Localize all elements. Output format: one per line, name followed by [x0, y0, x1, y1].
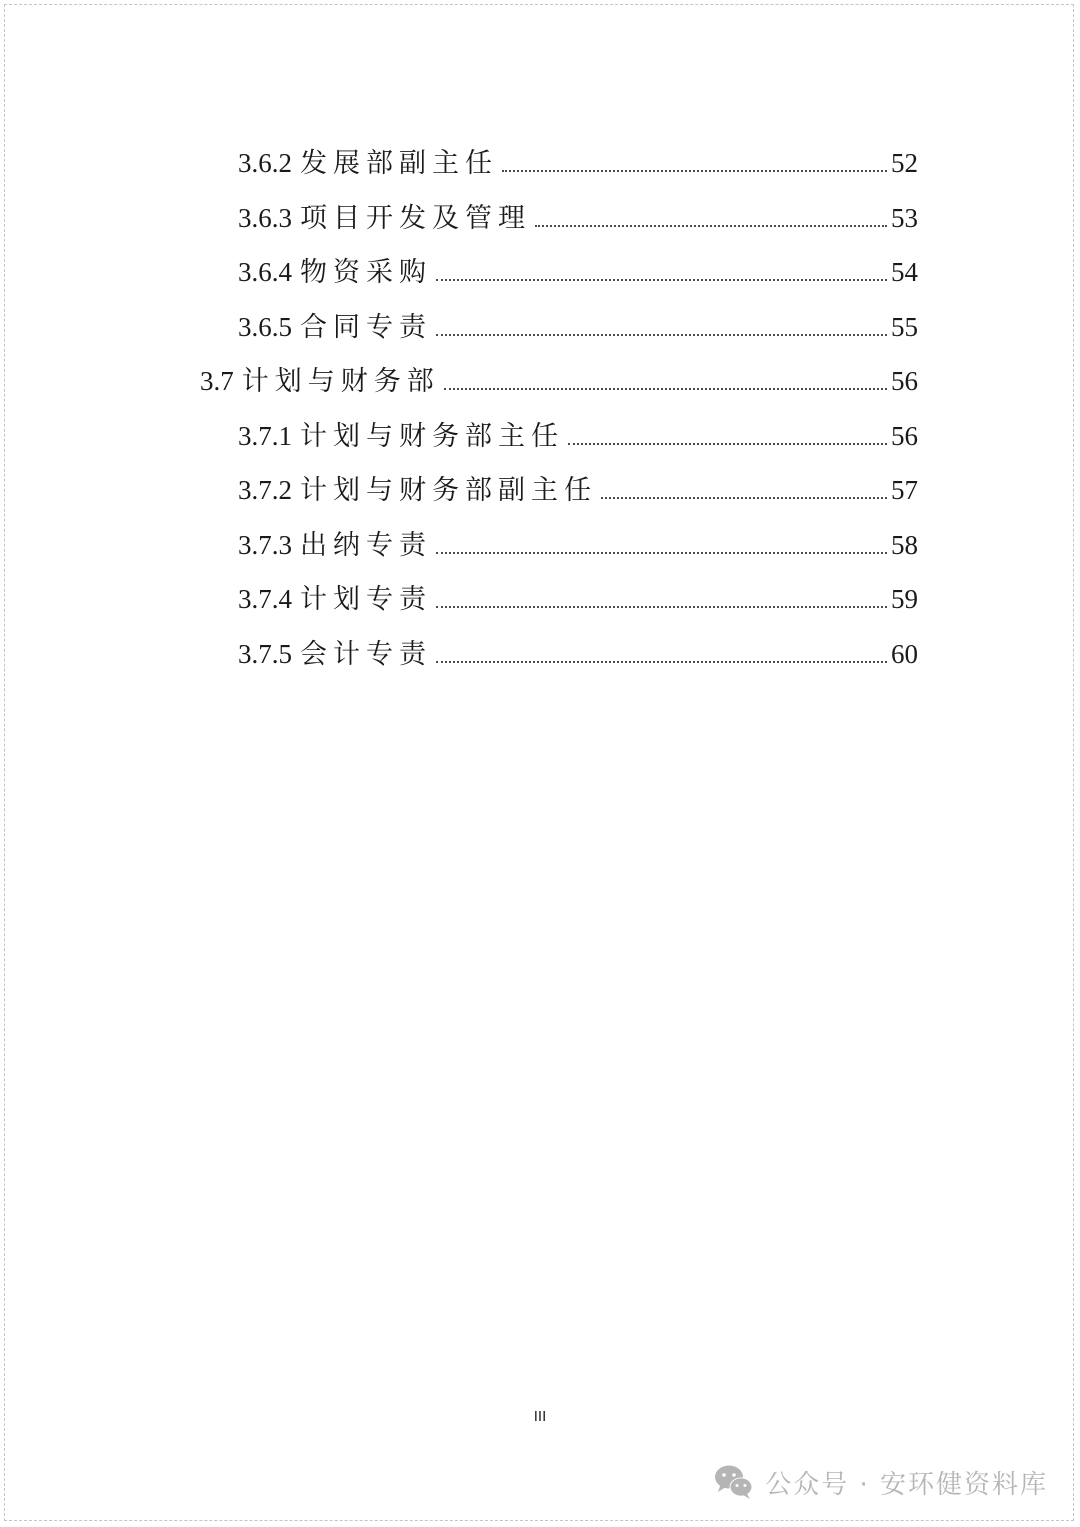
toc-entry[interactable] — [238, 519, 918, 559]
toc-entry-page: 56 — [891, 421, 918, 451]
toc-entry-number: 3.7.5 — [238, 639, 292, 669]
toc-entry-number: 3.7.1 — [238, 421, 292, 451]
toc-dot-leader — [436, 606, 887, 608]
toc-entry-page: 53 — [891, 203, 918, 233]
toc-dot-leader — [568, 443, 887, 445]
toc-dot-leader — [502, 170, 887, 172]
toc-entry-title: 物资采购 — [300, 257, 432, 287]
toc-entry-number: 3.7 — [200, 366, 234, 396]
toc-entry-number: 3.6.2 — [238, 148, 292, 178]
page-number: III — [533, 1408, 547, 1425]
toc-entry-page: 54 — [891, 257, 918, 287]
toc-entry-page: 56 — [891, 366, 918, 396]
watermark — [713, 1462, 1048, 1502]
toc-entry-title: 项目开发及管理 — [300, 203, 531, 233]
toc-entry-title: 出纳专责 — [300, 530, 432, 560]
toc-entry[interactable] — [238, 137, 918, 177]
toc-entry[interactable] — [238, 410, 918, 450]
toc-entry-number: 3.6.5 — [238, 312, 292, 342]
toc-entry[interactable] — [238, 573, 918, 613]
toc-entry-title: 计划与财务部副主任 — [300, 475, 597, 505]
toc-entry-number: 3.7.4 — [238, 584, 292, 614]
toc-dot-leader — [436, 661, 887, 663]
toc-dot-leader — [436, 279, 887, 281]
toc-dot-leader — [444, 388, 887, 390]
toc-entry-page: 55 — [891, 312, 918, 342]
toc-entry-number: 3.7.2 — [238, 475, 292, 505]
toc-dot-leader — [535, 225, 887, 227]
toc-entry-title: 计划专责 — [300, 584, 432, 614]
toc-entry[interactable] — [238, 464, 918, 504]
wechat-icon — [713, 1462, 755, 1502]
toc-entry[interactable] — [200, 355, 918, 395]
toc-entry[interactable] — [238, 628, 918, 668]
toc-entry-page: 52 — [891, 148, 918, 178]
toc-entry-page: 58 — [891, 530, 918, 560]
toc-dot-leader — [436, 334, 887, 336]
toc-entry-page: 57 — [891, 475, 918, 505]
toc-entry-title: 会计专责 — [300, 639, 432, 669]
toc-entry-title: 计划与财务部主任 — [300, 421, 564, 451]
toc-entry-title: 发展部副主任 — [300, 148, 498, 178]
toc-entry-title: 计划与财务部 — [241, 366, 440, 396]
toc-entry[interactable] — [238, 301, 918, 341]
toc-entry[interactable] — [238, 192, 918, 232]
toc-entry-page: 59 — [891, 584, 918, 614]
watermark-text: 公众号 · 安环健资料库 — [765, 1469, 1048, 1500]
toc-entry-number: 3.6.3 — [238, 203, 292, 233]
toc-dot-leader — [601, 497, 887, 499]
toc-dot-leader — [436, 552, 887, 554]
toc-entry-title: 合同专责 — [300, 312, 432, 342]
toc-entry-page: 60 — [891, 639, 918, 669]
toc-entry[interactable] — [238, 246, 918, 286]
toc-entry-number: 3.6.4 — [238, 257, 292, 287]
toc-entry-number: 3.7.3 — [238, 530, 292, 560]
